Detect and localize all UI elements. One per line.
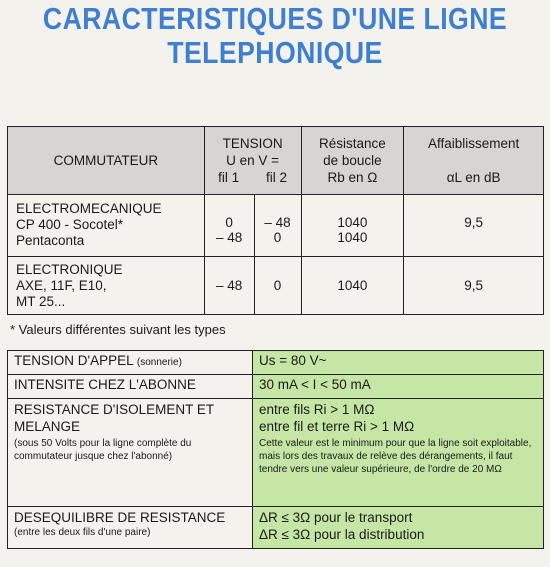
header-fil2: fil 2 (266, 170, 288, 185)
spec-label (8, 399, 253, 507)
title-line-1: CARACTERISTIQUES D'UNE LIGNE (42, 1, 508, 36)
header-resistance-line: Rb en Ω (327, 170, 378, 185)
table-row (8, 375, 544, 399)
header-resistance (301, 127, 404, 195)
spec-label-line: MELANGE (14, 419, 81, 434)
resistance-value: 1040 (337, 215, 368, 230)
affaiblissement-value: 9,5 (404, 257, 544, 315)
fil2-value: 0 (254, 257, 301, 315)
fil2-value: 0 (273, 230, 282, 245)
electrical-specs-table (7, 350, 544, 549)
header-resistance-line: de boucle (323, 153, 382, 168)
spec-label-text: DESEQUILIBRE DE RESISTANCE (14, 510, 226, 525)
fil1-value: 0 (225, 215, 233, 230)
spec-label (8, 351, 253, 375)
fil1-value: – 48 (204, 257, 254, 315)
header-tension (204, 127, 301, 195)
footnote: * Valeurs différentes suivant les types (10, 322, 226, 337)
fil2-cell (254, 195, 301, 257)
fil1-cell (204, 195, 254, 257)
row-label-line: ELECTRONIQUE (16, 262, 123, 277)
spec-value: Us = 80 V~ (253, 351, 544, 375)
table-row (8, 399, 544, 507)
page-title (39, 2, 512, 70)
spec-label-line: RESISTANCE D'ISOLEMENT ET (14, 402, 215, 417)
spec-label-note: (entre les deux fils d'une paire) (14, 527, 151, 538)
spec-value (253, 507, 544, 549)
spec-value-line: entre fil et terre Ri > 1 MΩ (259, 419, 415, 434)
row-label (8, 257, 205, 315)
spec-value (253, 399, 544, 507)
spec-label-note: (sonnerie) (136, 357, 182, 368)
row-label-line: Pentaconta (16, 233, 85, 248)
fil2-value: – 48 (264, 215, 291, 230)
spec-label (8, 507, 253, 549)
table-row (8, 351, 544, 375)
row-label-line: AXE, 11F, E10, (16, 278, 107, 293)
header-fil1: fil 1 (218, 170, 240, 185)
fil1-value: – 48 (216, 230, 243, 245)
table-header-row (8, 127, 544, 195)
header-commutateur: COMMUTATEUR (8, 127, 205, 195)
title-line-2: TELEPHONIQUE (167, 35, 383, 70)
table-row (8, 195, 544, 257)
line-characteristics-table (7, 126, 544, 315)
header-tension-line: TENSION (222, 136, 283, 151)
header-affaiblissement-line: αL en dB (446, 170, 501, 185)
spec-value-line: ΔR ≤ 3Ω pour le transport (259, 510, 413, 525)
spec-value-line: ΔR ≤ 3Ω pour la distribution (259, 527, 425, 542)
spec-value-note: Cette valeur est le minimum pour que la ligne soit exploitable, mais lors des travaux de relève des dérangements, il faut tendre vers une valeur supérieure, de l'ordre de 20 MΩ (259, 438, 532, 475)
row-label (8, 195, 205, 257)
row-label-line: CP 400 - Socotel* (16, 217, 124, 232)
resistance-value: 1040 (301, 257, 404, 315)
spec-value: 30 mA < I < 50 mA (253, 375, 544, 399)
affaiblissement-cell (404, 195, 544, 257)
spec-value-line: entre fils Ri > 1 MΩ (259, 402, 375, 417)
affaiblissement-value: 9,5 (464, 215, 484, 230)
header-tension-line: U en V = (226, 153, 280, 168)
table-row (8, 507, 544, 549)
header-affaiblissement (404, 127, 544, 195)
row-label-line: ELECTROMECANIQUE (16, 201, 162, 216)
header-affaiblissement-line: Affaiblissement (427, 136, 520, 151)
row-label-line: MT 25... (16, 294, 66, 309)
resistance-cell (301, 195, 404, 257)
spec-label: INTENSITE CHEZ L'ABONNE (8, 375, 253, 399)
spec-label-note: (sous 50 Volts pour la ligne complète du commutateur jusque chez l'abonné) (14, 438, 192, 462)
table-row (8, 257, 544, 315)
spec-label-text: TENSION D'APPEL (14, 353, 134, 368)
header-resistance-line: Résistance (318, 136, 386, 151)
resistance-value: 1040 (337, 230, 368, 245)
